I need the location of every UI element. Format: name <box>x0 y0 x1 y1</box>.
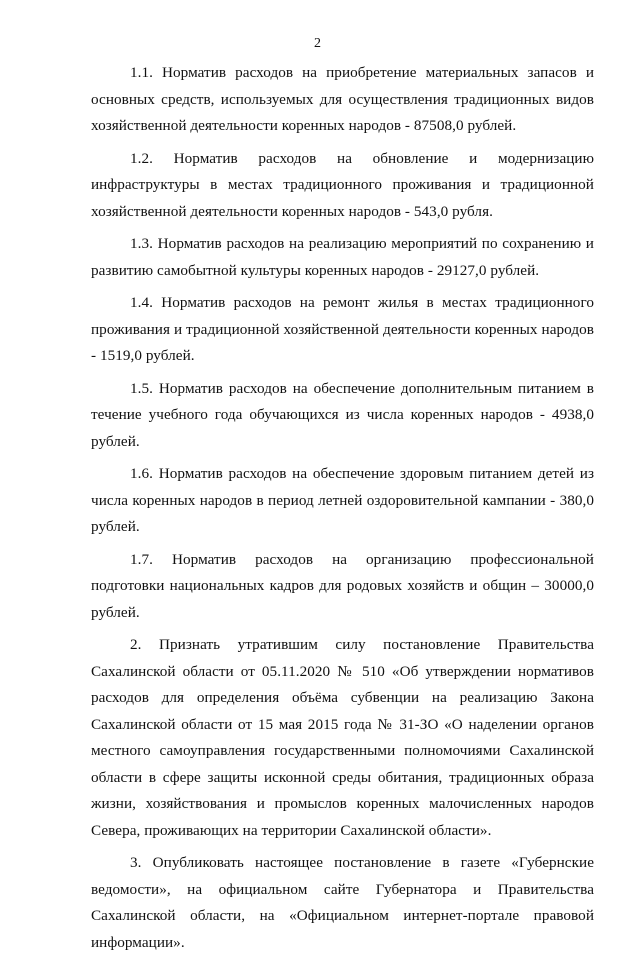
page-number: 2 <box>314 36 321 51</box>
paragraph-1-5: 1.5. Норматив расходов на обеспечение дополнительным питанием в течение учебного года обучающихся из числа коренных народов - 4938,0 рублей. <box>91 379 594 450</box>
paragraph-3: 3. Опубликовать настоящее постановление в газете «Губернские ведомости», на официальном сайте Губернатора и Правительства Сахалинской области, на «Официальном интернет-портале правовой информации». <box>91 854 594 951</box>
paragraph-1-3: 1.3. Норматив расходов на реализацию мероприятий по сохранению и развитию самобытной культуры коренных народов - 29127,0 рублей. <box>91 235 594 279</box>
paragraph-1-6: 1.6. Норматив расходов на обеспечение здоровым питанием детей из числа коренных народов в период летней оздоровительной кампании - 380,0 рублей. <box>91 465 594 535</box>
paragraph-2: 2. Признать утратившим силу постановление Правительства Сахалинской области от 05.11.2020 № 510 «Об утверждении нормативов расходов для определения объёма субвенции на реализацию Закона Сахалинской области от 15 мая 2015 года № 31-ЗО «О наделении органов местного самоуправления государственными полномочиями Сахалинской области в сфере защиты исконной среды обитания, традиционных образа жизни, хозяйствования и промыслов коренных малочисленных народов Севера, проживающих на территории Сахалинской области». <box>91 636 594 839</box>
paragraph-1-7: 1.7. Норматив расходов на организацию профессиональной подготовки национальных кадров для родовых хозяйств и общин – 30000,0 рублей. <box>91 550 594 621</box>
paragraph-1-1: 1.1. Норматив расходов на приобретение материальных запасов и основных средств, используемых для осуществления традиционных видов хозяйственной деятельности коренных народов - 87508,0 рублей. <box>91 64 594 134</box>
paragraph-1-4: 1.4. Норматив расходов на ремонт жилья в местах традиционного проживания и традиционной хозяйственной деятельности коренных народов - 1519,0 рублей. <box>91 294 594 364</box>
document-body <box>91 60 594 962</box>
paragraph-1-2: 1.2. Норматив расходов на обновление и модернизацию инфраструктуры в местах традиционного проживания и традиционной хозяйственной деятельности коренных народов - 543,0 рубля. <box>91 149 594 220</box>
